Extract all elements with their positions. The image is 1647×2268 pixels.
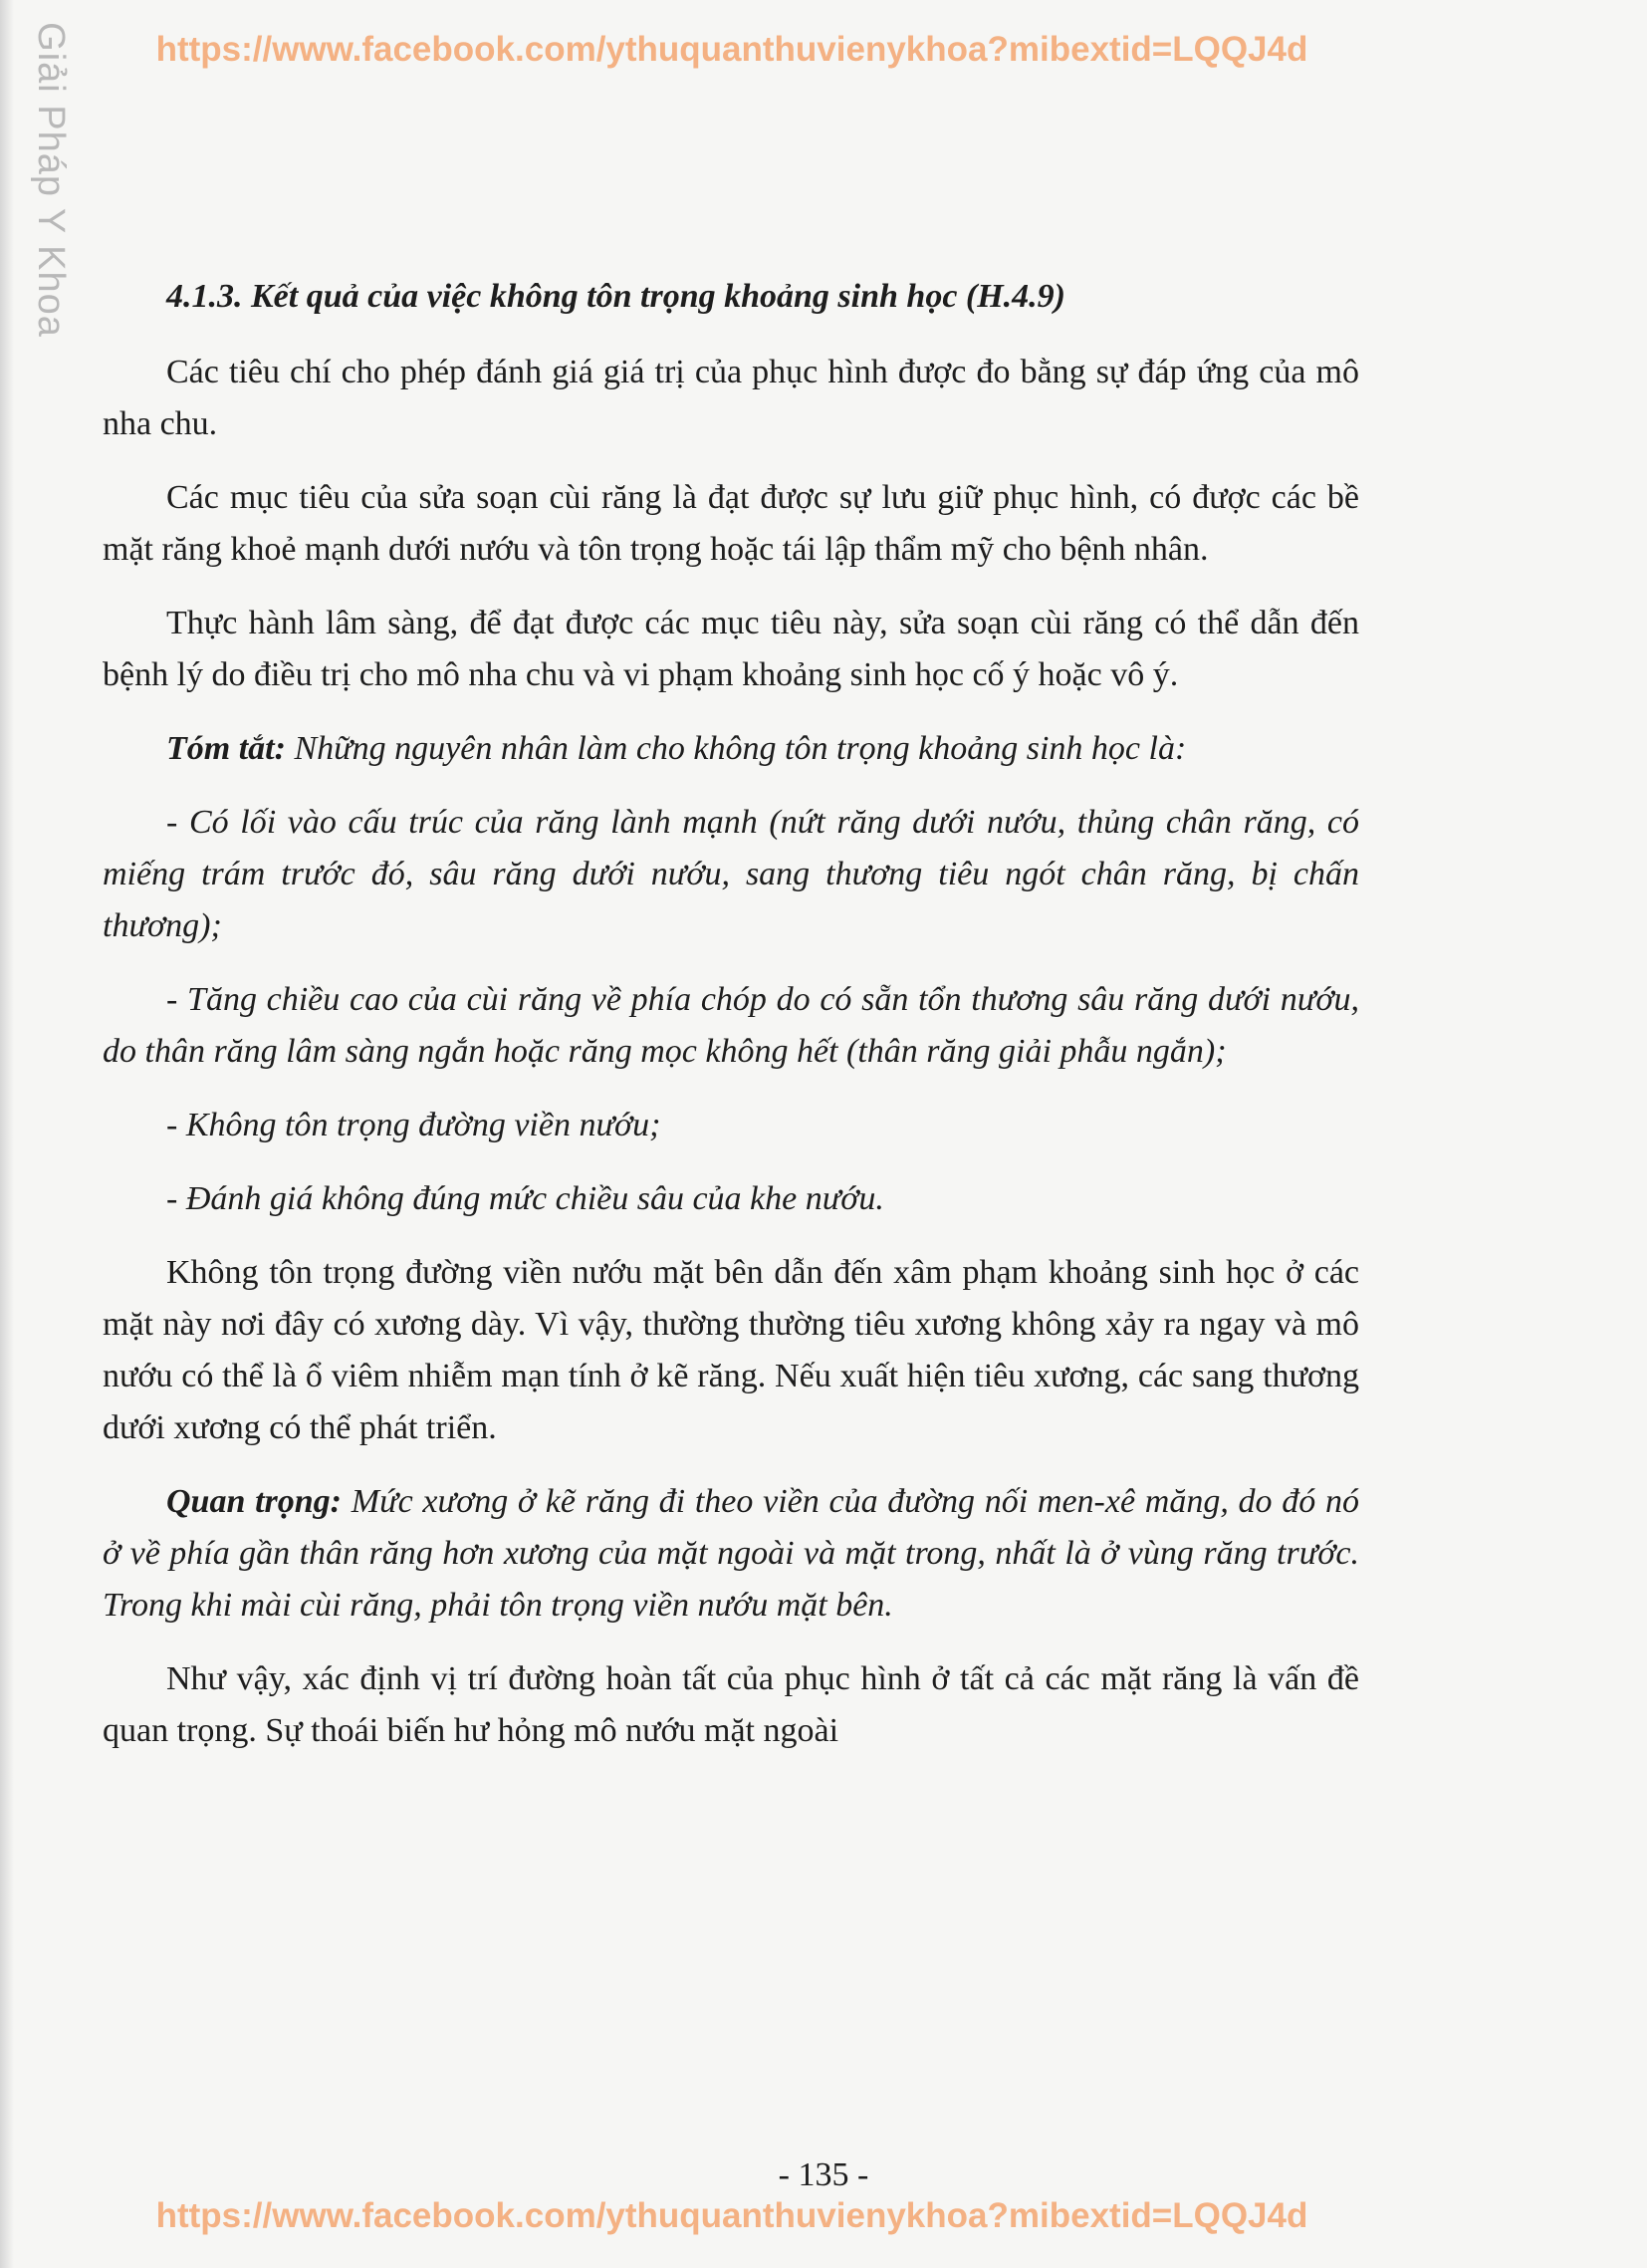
paragraph-5: Như vậy, xác định vị trí đường hoàn tất của phục hình ở tất cả các mặt răng là vấn đề quan trọng. Sự thoái biến hư hỏng mô nướu mặt ngoài: [103, 1660, 1359, 1749]
paragraph-4: Không tôn trọng đường viền nướu mặt bên dẫn đến xâm phạm khoảng sinh học ở các mặt này nơi đây có xương dày. Vì vậy, thường thường tiêu xương không xảy ra ngay và mô nướu có thể là ổ viêm nhiễm mạn tính ở kẽ răng. Nếu xuất hiện tiêu xương, các sang thương dưới xương có thể phát triển.: [103, 1254, 1359, 1446]
paragraph-2: Các mục tiêu của sửa soạn cùi răng là đạt được sự lưu giữ phục hình, có được các bề mặt răng khoẻ mạnh dưới nướu và tôn trọng hoặc tái lập thẩm mỹ cho bệnh nhân.: [103, 479, 1359, 568]
side-watermark-text: Giải Pháp Y Khoa: [29, 21, 72, 338]
bullet-item: - Tăng chiều cao của cùi răng về phía chóp do có sẵn tổn thương sâu răng dưới nướu, do thân răng lâm sàng ngắn hoặc răng mọc không hết (thân răng giải phẫu ngắn);: [103, 981, 1359, 1070]
page-number: - 135 -: [778, 2156, 869, 2193]
footer-url-watermark: https://www.facebook.com/ythuquanthuvienykhoa?mibextid=LQQJ4d: [155, 2196, 1308, 2235]
bullet-item: - Không tôn trọng đường viền nướu;: [166, 1107, 661, 1143]
page-edge-shadow: [0, 0, 14, 2268]
paragraph-1: Các tiêu chí cho phép đánh giá giá trị của phục hình được đo bằng sự đáp ứng của mô nha chu.: [103, 354, 1359, 442]
important-label: Quan trọng:: [166, 1483, 343, 1520]
section-heading: 4.1.3. Kết quả của việc không tôn trọng khoảng sinh học (H.4.9): [166, 278, 1066, 315]
summary-text: Những nguyên nhân làm cho không tôn trọng khoảng sinh học là:: [285, 730, 1187, 767]
bullet-item: - Có lối vào cấu trúc của răng lành mạnh (nứt răng dưới nướu, thủng chân răng, có miếng trám trước đó, sâu răng dưới nướu, sang thương tiêu ngót chân răng, bị chấn thương);: [103, 804, 1359, 944]
summary-paragraph: [103, 723, 1359, 775]
important-paragraph: [103, 1476, 1359, 1632]
header-url-watermark: https://www.facebook.com/ythuquanthuvienykhoa?mibextid=LQQJ4d: [155, 30, 1308, 69]
bullet-item: - Đánh giá không đúng mức chiều sâu của khe nướu.: [166, 1180, 884, 1217]
summary-label: Tóm tắt:: [166, 730, 286, 767]
paragraph-3: Thực hành lâm sàng, để đạt được các mục tiêu này, sửa soạn cùi răng có thể dẫn đến bệnh lý do điều trị cho mô nha chu và vi phạm khoảng sinh học cố ý hoặc vô ý.: [103, 605, 1359, 693]
page-body: [103, 271, 1359, 1779]
important-text: Mức xương ở kẽ răng đi theo viền của đường nối men-xê măng, do đó nó ở về phía gần thân răng hơn xương của mặt ngoài và mặt trong, nhất là ở vùng răng trước. Trong khi mài cùi răng, phải tôn trọng viền nướu mặt bên.: [103, 1483, 1359, 1624]
